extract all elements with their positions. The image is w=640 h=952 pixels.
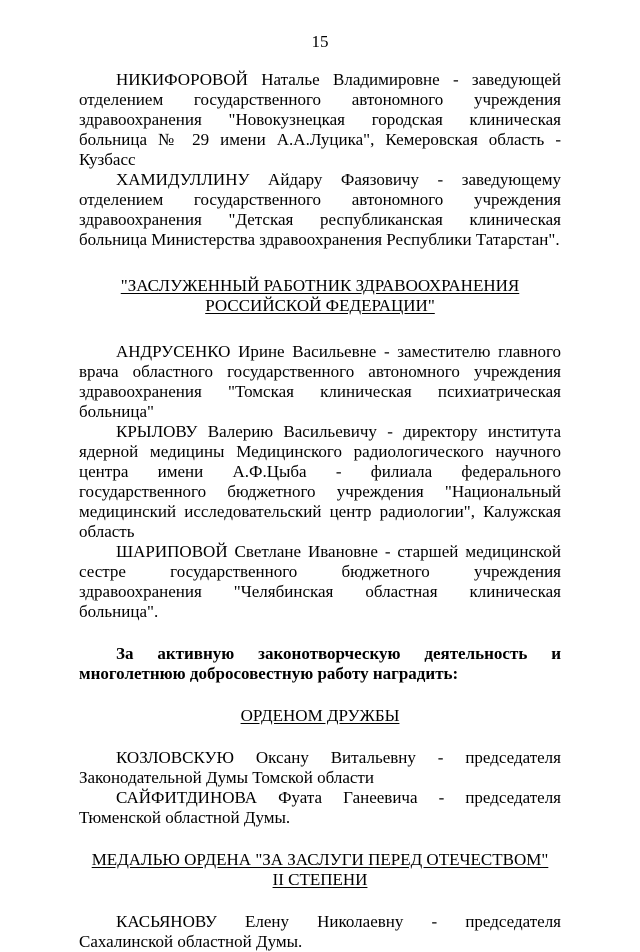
paragraph-kozlovskaya: КОЗЛОВСКУЮ Оксану Витальевну - председателя Законодательной Думы Томской области — [79, 748, 561, 787]
paragraph-krylov: КРЫЛОВУ Валерию Васильевичу - директору института ядерной медицины Медицинского радиологического научного центра имени А.Ф.Цыба - филиала федерального государственного бюджетного учреждения "Национальный медицинский исследовательский центр радиологии", Калужская область — [79, 422, 561, 541]
heading-line-2: РОССИЙСКОЙ ФЕДЕРАЦИИ" — [205, 296, 435, 315]
section-heading-honored-health-worker — [79, 276, 561, 316]
section-medal-of-order — [79, 850, 561, 952]
paragraph-andrusenko: АНДРУСЕНКО Ирине Васильевне - заместителю главного врача областного государственного автономного учреждения здравоохранения "Томская клиническая психиатрическая больница" — [79, 342, 561, 421]
paragraph-kasyanova: КАСЬЯНОВУ Елену Николаевну - председателя Сахалинской областной Думы. — [79, 912, 561, 951]
section-hospital-heads — [79, 70, 561, 250]
paragraph-sharipova: ШАРИПОВОЙ Светлане Ивановне - старшей медицинской сестре государственного бюджетного учреждения здравоохранения "Челябинская областная клиническая больница". — [79, 542, 561, 621]
paragraph-nikiforova: НИКИФОРОВОЙ Наталье Владимировне - заведующей отделением государственного автономного учреждения здравоохранения "Новокузнецкая городская клиническая больница № 29 имени А.А.Луцика", Кемеровская область - Кузбасс — [79, 70, 561, 169]
section-honored-health-worker — [79, 276, 561, 622]
heading-line-1: МЕДАЛЬЮ ОРДЕНА "ЗА ЗАСЛУГИ ПЕРЕД ОТЕЧЕСТВОМ" — [91, 850, 549, 869]
section-order-of-friendship — [79, 706, 561, 828]
heading-line-2: II СТЕПЕНИ — [272, 870, 368, 889]
section-heading-medal-of-order — [79, 850, 561, 890]
heading-line-1: "ЗАСЛУЖЕННЫЙ РАБОТНИК ЗДРАВООХРАНЕНИЯ — [120, 276, 520, 295]
section-heading-order-of-friendship: ОРДЕНОМ ДРУЖБЫ — [240, 706, 400, 725]
document-body — [79, 70, 561, 952]
award-statement: За активную законотворческую деятельность и многолетнюю добросовестную работу наградить: — [79, 644, 561, 683]
paragraph-sayfitdinov: САЙФИТДИНОВА Фуата Ганеевича - председателя Тюменской областной Думы. — [79, 788, 561, 827]
paragraph-khamidullin: ХАМИДУЛЛИНУ Айдару Фаязовичу - заведующему отделением государственного автономного учреждения здравоохранения "Детская республиканская клиническая больница Министерства здравоохранения Республики Татарстан". — [79, 170, 561, 249]
page-number: 15 — [311, 32, 329, 51]
